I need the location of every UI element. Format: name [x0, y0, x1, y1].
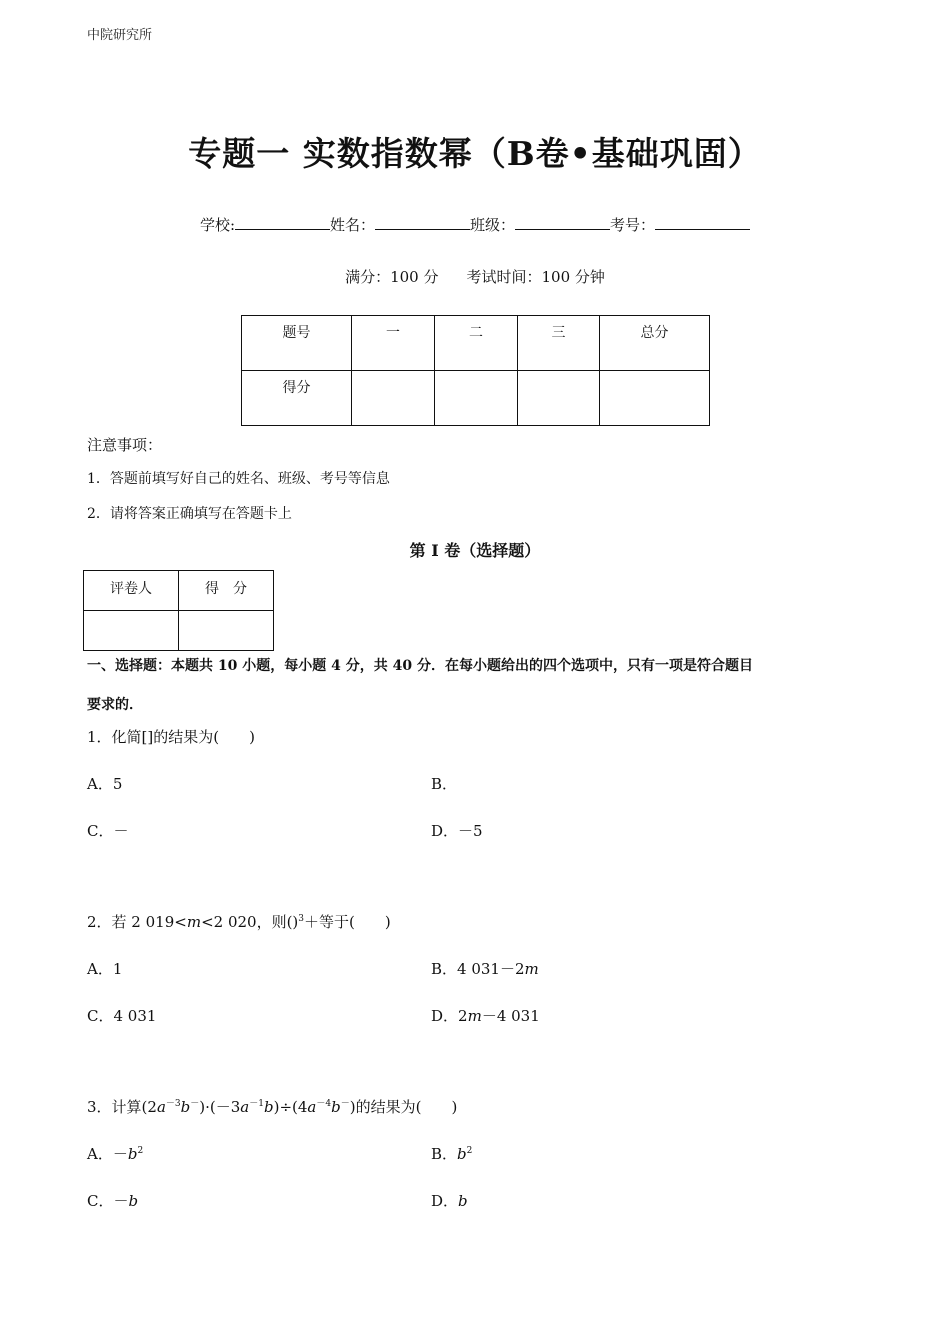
- q2-option-c[interactable]: C．4 031: [87, 1007, 157, 1025]
- id-label: 考号：: [610, 216, 656, 234]
- q2-option-b[interactable]: B．4 031－2m: [431, 960, 539, 978]
- student-info-line: [0, 214, 950, 235]
- score-header-cell: 三: [518, 316, 600, 371]
- page-title: 专题一 实数指数幂（B卷•基础巩固）: [188, 134, 762, 173]
- score-table-score-row: [242, 371, 710, 426]
- score-header-cell: 二: [435, 316, 518, 371]
- question-3-stem: 3．计算$(2a^{-3}b^-)\cdot(-3a^{-1}b)\div(4a^{-4}b^-)$的结果为( ): [87, 1098, 458, 1116]
- score-cell[interactable]: [435, 371, 518, 426]
- q2-option-d[interactable]: D．2m－4 031: [431, 1007, 540, 1025]
- q1-option-c[interactable]: C．－: [87, 822, 129, 840]
- q3-option-c[interactable]: C．－b: [87, 1192, 139, 1210]
- part-instruction-line2: 要求的．: [87, 697, 143, 713]
- score-cell[interactable]: [518, 371, 600, 426]
- grader-reviewer-cell[interactable]: [84, 611, 179, 651]
- grader-score-cell[interactable]: [179, 611, 274, 651]
- score-table: [241, 315, 710, 426]
- score-cell[interactable]: [600, 371, 710, 426]
- q1-option-d[interactable]: D．－5: [431, 822, 483, 840]
- score-header-cell: 一: [352, 316, 435, 371]
- q2-option-a[interactable]: A．1: [87, 960, 123, 978]
- header-org: 中院研究所: [87, 28, 153, 43]
- q3-option-d[interactable]: D．b: [431, 1192, 468, 1210]
- score-header-cell: 总分: [600, 316, 710, 371]
- q1-option-b[interactable]: B．: [431, 775, 458, 793]
- score-row-label: 得分: [242, 371, 352, 426]
- id-blank[interactable]: [655, 215, 750, 230]
- class-label: 班级：: [470, 216, 516, 234]
- grader-reviewer-label: 评卷人: [84, 571, 179, 611]
- q1-option-a[interactable]: A．5: [87, 775, 123, 793]
- q3-option-a[interactable]: A．$-b^2$: [87, 1145, 144, 1163]
- grader-score-label: 得 分: [179, 571, 274, 611]
- score-header-cell: 题号: [242, 316, 352, 371]
- part-instruction-line1: 一、选择题：本题共 10 小题，每小题 4 分，共 40 分．在每小题给出的四个选项中，只有一项是符合题目: [87, 658, 753, 674]
- notice-item: 2．请将答案正确填写在答题卡上: [87, 506, 292, 522]
- name-label: 姓名：: [330, 216, 376, 234]
- exam-meta: [0, 266, 950, 287]
- section-title: 第 I 卷（选择题）: [409, 541, 541, 560]
- notice-item: 1．答题前填写好自己的姓名、班级、考号等信息: [87, 471, 390, 487]
- question-1-stem: 1．化简[]的结果为( ): [87, 728, 255, 746]
- score-cell[interactable]: [352, 371, 435, 426]
- grader-table: [83, 570, 274, 651]
- school-blank[interactable]: [235, 215, 330, 230]
- exam-time: 考试时间：100 分钟: [466, 268, 605, 286]
- score-table-header-row: [242, 316, 710, 371]
- full-score: 满分：100 分: [345, 268, 439, 286]
- class-blank[interactable]: [515, 215, 610, 230]
- school-label: 学校:: [199, 216, 235, 234]
- notice-title: 注意事项：: [87, 436, 163, 454]
- q3-option-b[interactable]: B．$b^2$: [431, 1145, 473, 1163]
- question-2-stem: 2．若 2 019<m<2 020，则()$^3$＋等于( ): [87, 913, 391, 931]
- name-blank[interactable]: [375, 215, 470, 230]
